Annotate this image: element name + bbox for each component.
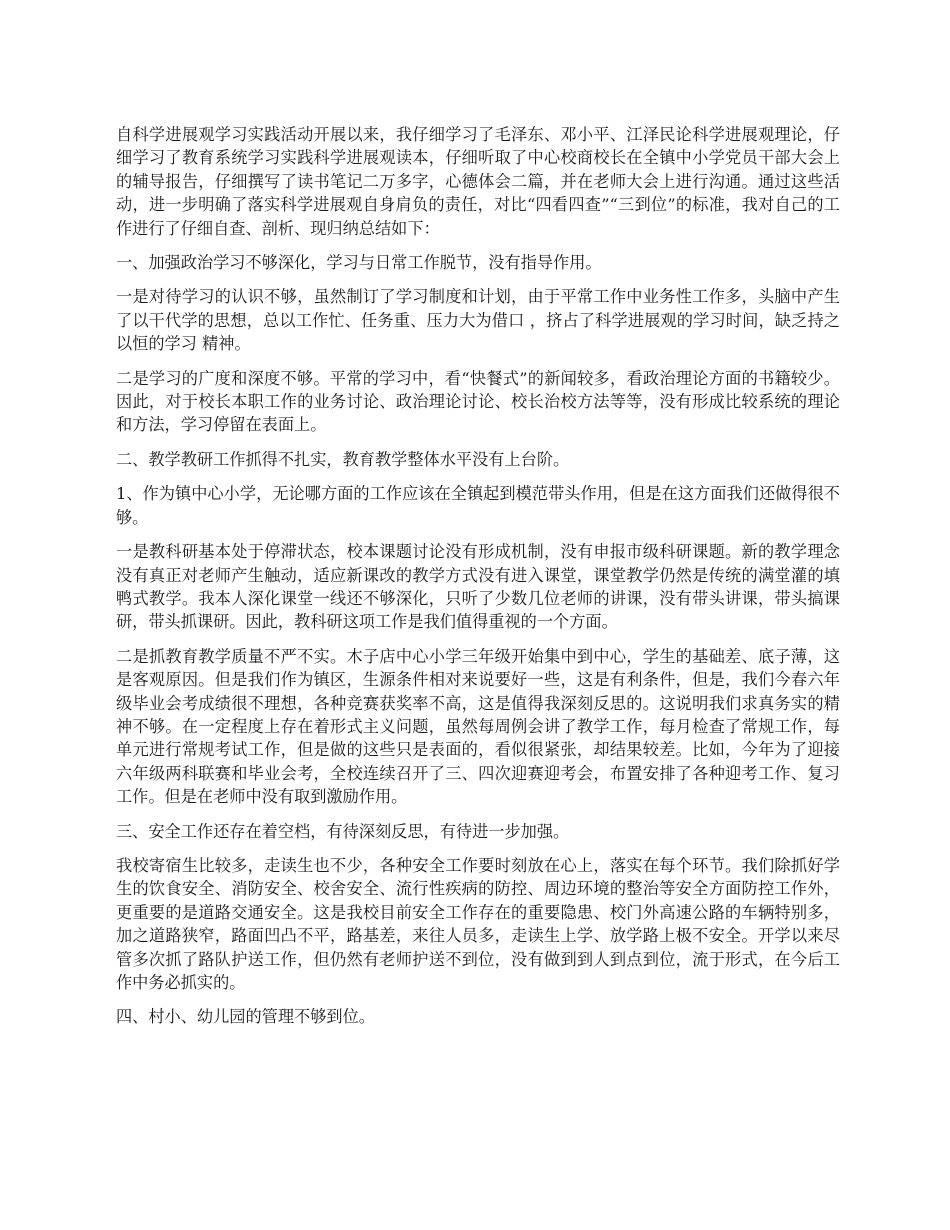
body-paragraph: 一是对待学习的认识不够，虽然制订了学习制度和计划，由于平常工作中业务性工作多，头脑中产生了以干代学的思想，总以工作忙、任务重、压力大为借口 ，挤占了科学进展观的学习时间，缺乏持之以恒的学习 精神。 [116, 287, 840, 354]
section-heading-1: 一、加强政治学习不够深化，学习与日常工作脱节，没有指导作用。 [116, 253, 602, 273]
body-paragraph: 我校寄宿生比较多，走读生也不少，各种安全工作要时刻放在心上，落实在每个环节。我们除抓好学生的饮食安全、消防安全、校舍安全、流行性疾病的防控、周边环境的整治等安全方面防控工作外，更重要的是道路交通安全。这是我校目前安全工作存在的重要隐患、校门外高速公路的车辆特别多，加之道路狭窄，路面凹凸不平，路基差，来往人员多，走读生上学、放学路上极不安全。开学以来尽管多次抓了路队护送工作，但仍然有老师护送不到位，没有做到到人到点到位，流于形式，在今后工作中务必抓实的。 [116, 855, 840, 992]
section-heading-3: 三、安全工作还存在着空档，有待深刻反思，有待进一步加强。 [116, 821, 570, 841]
section-heading-4: 四、村小、幼儿园的管理不够到位。 [116, 1007, 375, 1027]
body-paragraph: 二是抓教育教学质量不严不实。木子店中心小学三年级开始集中到中心，学生的基础差、底子薄，这是客观原因。但是我们作为镇区，生源条件相对来说要好一些，这是有利条件，但是，我们今春六年级毕业会考成绩很不理想，各种竞赛获奖率不高，这是值得我深刻反思的。这说明我们求真务实的精神不够。在一定程度上存在着形式主义问题，虽然每周例会讲了教学工作，每月检查了常规工作，每单元进行常规考试工作，但是做的这些只是表面的，看似很紧张，却结果较差。比如，今年为了迎接六年级两科联赛和毕业会考，全校连续召开了三、四次迎赛迎考会，布置安排了各种迎考工作、复习工作。但是在老师中没有取到激励作用。 [116, 646, 840, 807]
body-paragraph: 二是学习的广度和深度不够。平常的学习中，看“快餐式”的新闻较多，看政治理论方面的书籍较少。因此，对于校长本职工作的业务讨论、政治理论讨论、校长治校方法等等，没有形成比较系统的理论和方法，学习停留在表面上。 [116, 368, 840, 435]
body-paragraph: 一是教科研基本处于停滞状态，校本课题讨论没有形成机制，没有申报市级科研课题。新的教学理念没有真正对老师产生触动，适应新课改的教学方式没有进入课堂，课堂教学仍然是传统的满堂灌的填鸭式教学。我本人深化课堂一线还不够深化，只听了少数几位老师的讲课，没有带头讲课，带头搞课研，带头抓课研。因此，教科研这项工作是我们值得重视的一个方面。 [116, 542, 840, 632]
body-paragraph: 1、作为镇中心小学，无论哪方面的工作应该在全镇起到模范带头作用，但是在这方面我们还做得很不够。 [116, 484, 840, 527]
section-heading-2: 二、教学教研工作抓得不扎实，教育教学整体水平没有上台阶。 [116, 449, 570, 469]
intro-paragraph: 自科学进展观学习实践活动开展以来，我仔细学习了毛泽东、邓小平、江泽民论科学进展观理论，仔细学习了教育系统学习实践科学进展观读本，仔细听取了中心校商校长在全镇中小学党员干部大会上的辅导报告，仔细撰写了读书笔记二万多字，心德体会二篇，并在老师大会上进行沟通。通过这些活动，进一步明确了落实科学进展观自身肩负的责任，对比“四看四查”“三到位”的标准，我对自己的工作进行了仔细自查、剖析、现归纳总结如下： [116, 125, 840, 238]
document-body [116, 123, 840, 1040]
